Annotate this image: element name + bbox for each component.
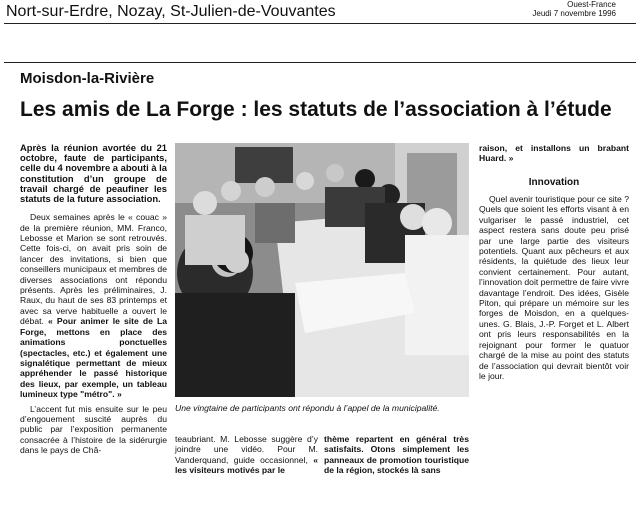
column-3 [324,434,469,480]
lead-paragraph: Après la réunion avortée du 21 octobre, faute de participants, celle du 4 novembre a abouti à la constitution d’un groupe de travail chargé de peaufiner les statuts de la future association. [20,142,167,205]
article-photo [175,143,469,397]
section-title: Moisdon-la-Rivière [20,70,155,87]
publication-date: Jeudi 7 novembre 1996 [532,9,616,18]
paragraph [20,212,167,399]
masthead-rule [4,23,636,24]
paragraph [175,434,318,476]
subheading: Innovation [528,177,580,188]
quote-text: « les visiteurs motivés par le [175,454,319,476]
masthead-region: Nort-sur-Erdre, Nozay, St-Julien-de-Vouvantes [6,3,336,20]
paragraph: Quel avenir touristique pour ce site ? Quels que soient les efforts visant à en vulgariser le passé industriel, cet aspect restera sans doute peu prisé par une large partie des visiteurs potentiels. Quant aux pêcheurs et aux résidents, la quiétude des lieux leur convient certainement. Pour autant, l’innovation doit permettre de faire vivre davantage l’endroit. Des idées, Gisèle Piton, qui prépare un mémoire sur les forges de Moisdon, en a quelques-unes. G. Blais, J.-P. Forget et L. Albert ont pris leurs responsabilités en la rejoignant pour former le quatuor chargé de la mise au point des statuts de l’association qui devrait bientôt voir le jour. [479,194,629,381]
meeting-photo-image [175,143,469,397]
masthead-publication-info [532,0,616,18]
paragraph-text: teaubriant. M. Lebosse suggère d’y joindre une vidéo. Pour M. Vanderquand, guide occasionnel, [175,434,318,465]
quote-text: thème repartent en général très satisfaits. Otons simplement les panneaux de promotion touristique de la région, stockés là sans [324,434,469,476]
column-4 [479,143,629,168]
photo-caption: Une vingtaine de participants ont répondu à l’appel de la municipalité. [175,403,440,413]
headline: Les amis de La Forge : les statuts de l’association à l’étude [20,98,612,121]
publication-name: Ouest-France [567,0,616,9]
paragraph [479,143,629,164]
paragraph-text: Deux semaines après le « couac » de la première réunion, MM. Franco, Lebosse et Marion se sont retrouvés. Cette fois-ci, on avait pris soin de lancer des invitations, si bien que conseillers municipaux et membres de diverses associations ont répondu présents. Après les préliminaires, J. Raux, du haut de ses 83 printemps et avec sa verve habituelle a ouvert le débat. [20,212,167,327]
paragraph [324,434,469,476]
quote-text: raison, et installons un brabant Huard. » [479,143,629,164]
paragraph: L’accent fut mis ensuite sur le peu d’engouement suscité auprès du public par l’exposition permanente consacrée à l’histoire de la sidérurgie dans le pays de Châ- [20,403,167,456]
column-4-body [479,194,629,385]
quote-text: « Pour animer le site de La Forge, mettons en place des animations ponctuelles (spectacles, etc.) et également une signalétique permettant de mieux appréhender le passé historique des lieux, par exemple, un tableau lumineux type "métro". » [20,316,167,400]
column-2 [175,434,318,480]
article-top-rule [4,62,636,63]
column-1 [20,143,167,460]
